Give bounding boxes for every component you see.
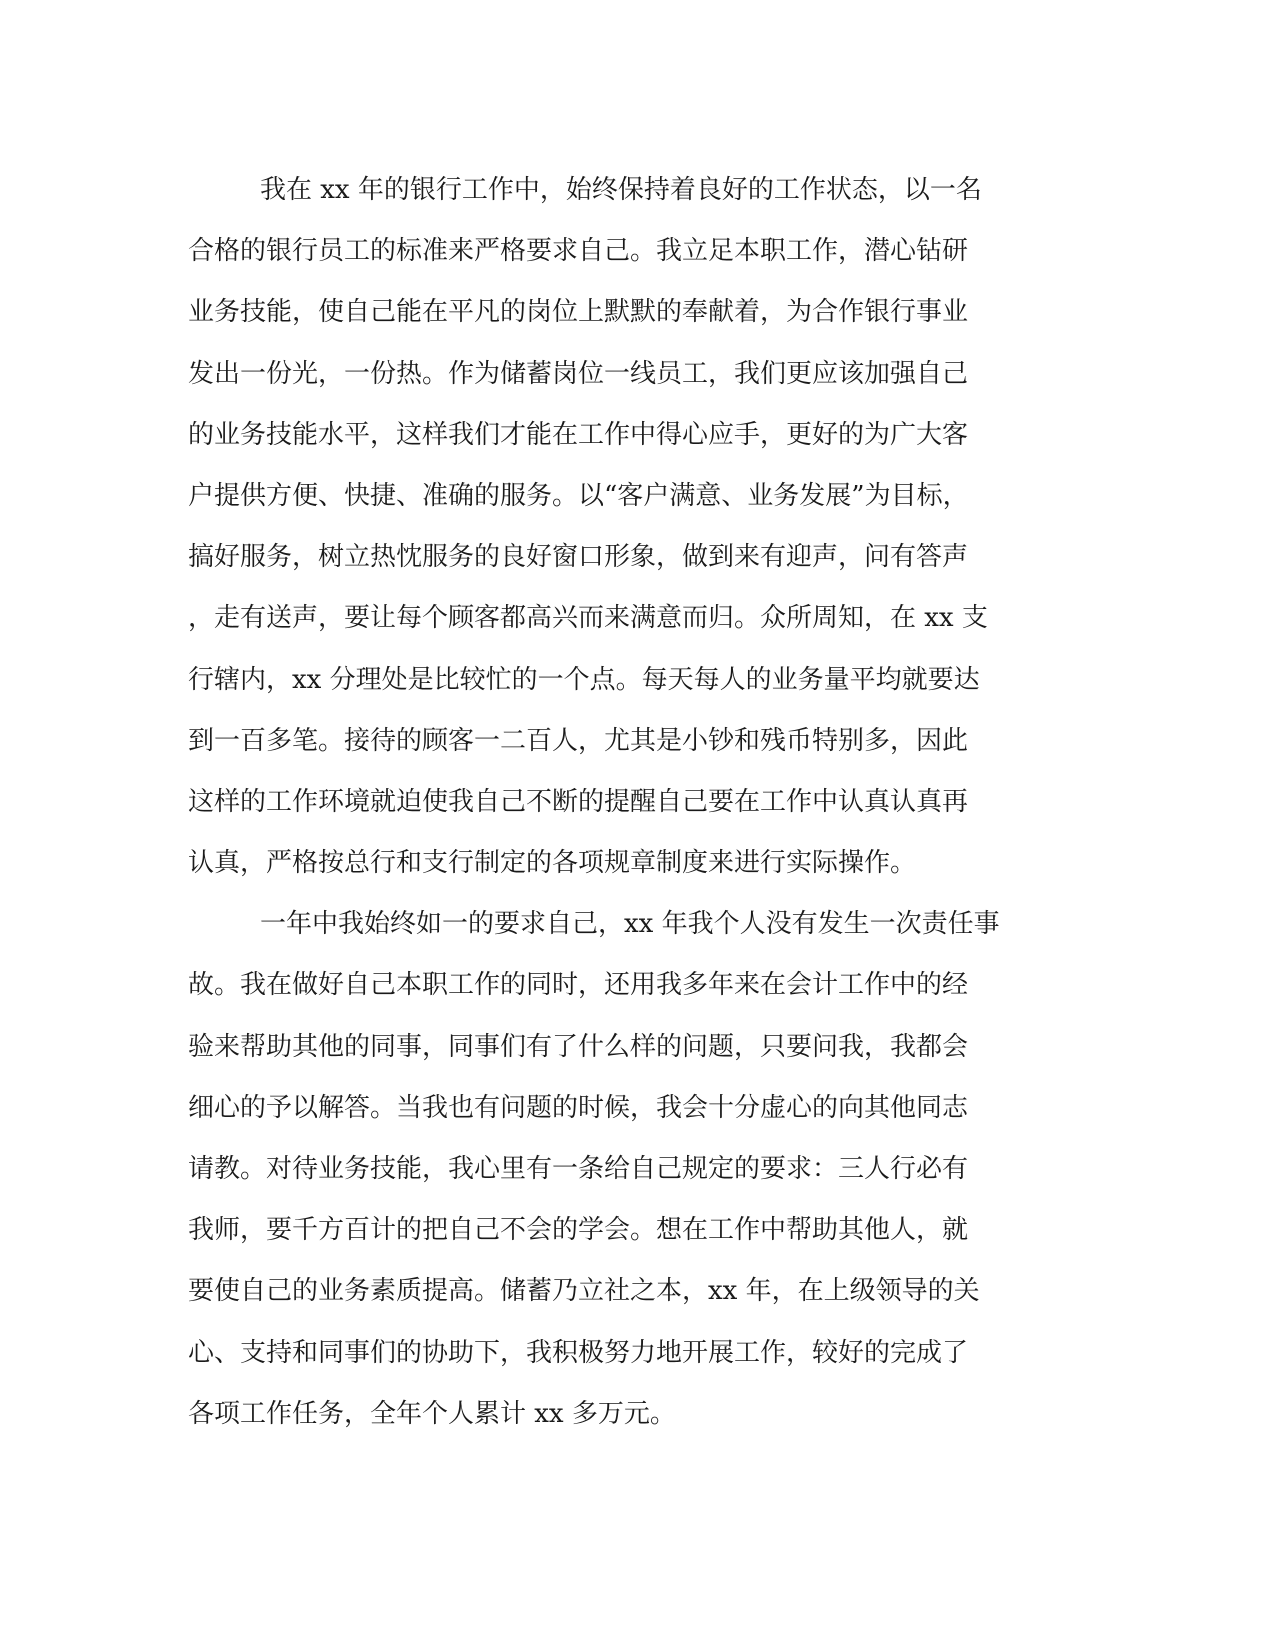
paragraph: [188, 160, 1088, 894]
text-line: 一年中我始终如一的要求自己，xx 年我个人没有发生一次责任事: [260, 909, 1000, 940]
text-line: 请教。对待业务技能，我心里有一条给自己规定的要求：三人行必有: [188, 1154, 969, 1184]
text-line: 要使自己的业务素质提高。储蓄乃立社之本，xx 年，在上级领导的关: [188, 1276, 980, 1307]
text-line: 发出一份光，一份热。作为储蓄岗位一线员工，我们更应该加强自己: [188, 358, 969, 389]
text-line: ，走有送声，要让每个顾客都高兴而来满意而归。众所周知，在 xx 支: [188, 603, 988, 634]
text-line: 故。我在做好自己本职工作的同时，还用我多年来在会计工作中的经: [188, 970, 969, 1001]
text-line: 行辖内，xx 分理处是比较忙的一个点。每天每人的业务量平均就要达: [188, 664, 980, 695]
text-line: 这样的工作环境就迫使我自己不断的提醒自己要在工作中认真认真再: [188, 786, 969, 817]
paragraph: [188, 894, 1088, 1445]
text-line: 到一百多笔。接待的顾客一二百人，尤其是小钞和残币特别多，因此: [188, 725, 969, 756]
text-line: 合格的银行员工的标准来严格要求自己。我立足本职工作，潜心钻研: [188, 236, 969, 267]
text-line: 户提供方便、快捷、准确的服务。以“客户满意、业务发展”为目标，: [188, 480, 969, 511]
text-line: 搞好服务，树立热忱服务的良好窗口形象，做到来有迎声，问有答声: [188, 542, 969, 573]
body-text: [188, 160, 1088, 1445]
text-line: 细心的予以解答。当我也有问题的时候，我会十分虚心的向其他同志: [188, 1092, 969, 1123]
text-line: 认真，严格按总行和支行制定的各项规章制度来进行实际操作。: [188, 848, 917, 879]
text-line: 我在 xx 年的银行工作中，始终保持着良好的工作状态，以一名: [260, 175, 982, 205]
text-line: 验来帮助其他的同事，同事们有了什么样的问题，只要问我，我都会: [188, 1031, 969, 1062]
text-line: 各项工作任务，全年个人累计 xx 多万元。: [188, 1398, 676, 1429]
text-line: 心、支持和同事们的协助下，我积极努力地开展工作，较好的完成了: [188, 1337, 969, 1368]
text-line: 的业务技能水平，这样我们才能在工作中得心应手，更好的为广大客: [188, 419, 969, 450]
text-line: 业务技能，使自己能在平凡的岗位上默默的奉献着，为合作银行事业: [188, 297, 969, 328]
text-line: 我师，要千方百计的把自己不会的学会。想在工作中帮助其他人，就: [188, 1215, 969, 1246]
